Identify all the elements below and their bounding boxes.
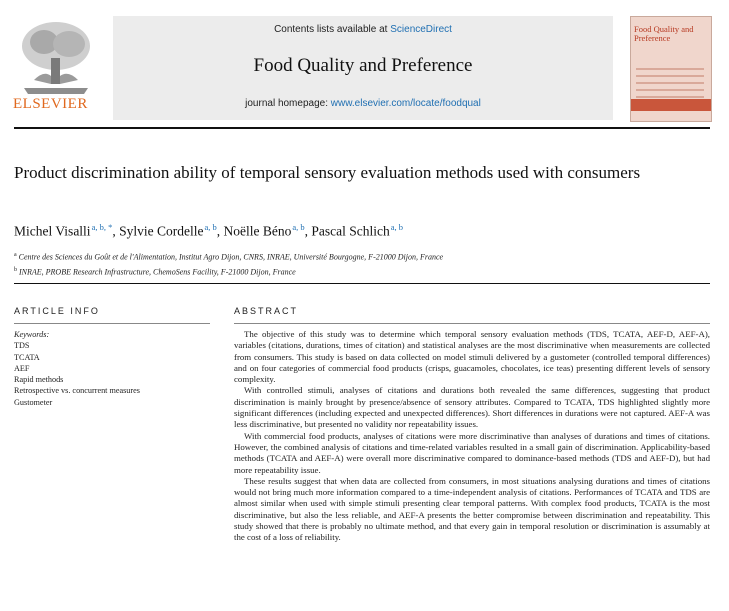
article-title: Product discrimination ability of temporal sensory evaluation methods used with consumers [14,163,641,182]
abstract-body [234,329,710,544]
journal-homepage [113,98,613,109]
author-affiliation-marks[interactable]: a, b [390,222,404,232]
affiliation-item [14,249,443,264]
homepage-link[interactable]: www.elsevier.com/locate/foodqual [330,98,481,109]
publisher-wordmark: ELSEVIER [13,96,88,112]
author-name[interactable]: Noëlle Béno [223,223,292,239]
keyword-item: TDS [14,341,30,351]
author-name[interactable]: Michel Visalli [14,223,91,239]
abstract-paragraph: With commercial food products, analyses of citations were more discriminative than analyses of durations and times of citations. However, the combined analysis of citations and time-related variables resulted in a small gain of discrimination. Applicability-based methods (TCATA and AEF-A) were overall more discriminative compared to dominance-based methods (TDS and AEF-D), but had more repeatability issue. [234,430,710,475]
cover-title: Food Quality and Preference [634,24,694,43]
contents-availability [113,24,613,35]
section-divider [14,283,710,284]
author-list [14,222,403,240]
journal-cover-thumbnail[interactable] [630,16,712,122]
article-info-heading: ARTICLE INFO [14,306,100,316]
author-affiliation-marks[interactable]: a, b [204,222,217,232]
keyword-item: Gustometer [14,397,53,407]
keywords-label: Keywords: [14,330,50,339]
keyword-item: TCATA [14,352,40,362]
header-divider [14,127,710,129]
homepage-prefix: journal homepage: [245,98,331,109]
abstract-rule [234,323,710,324]
elsevier-tree-logo-icon [14,18,98,96]
journal-title: Food Quality and Preference [253,55,473,76]
affiliations [14,249,443,278]
author-affiliation-marks[interactable]: a, b, * [91,222,113,232]
abstract-paragraph: The objective of this study was to determine which temporal sensory evaluation methods (TDS, TCATA, AEF-D, AEF-A), variables (citations, durations, times of citation) and statistical analyses are the most discriminative when measurements are collected from consumers. This study is based on data collected on model stimuli delivered by a gustometer (controlled temporal differences) and on four categories of commercial food products (crisps, guacamoles, chocolates, ice teas) presenting different levels of sensory complexity. [234,329,710,385]
author-affiliation-marks[interactable]: a, b [292,222,305,232]
keyword-item: Retrospective vs. concurrent measures [14,386,140,396]
keyword-item: AEF [14,363,30,373]
author-name[interactable]: Sylvie Cordelle [119,223,204,239]
affiliation-item [14,264,443,279]
affiliation-text: Centre des Sciences du Goût et de l'Alimentation, Institut Agro Dijon, CNRS, INRAE, Université Bourgogne, F-21000 Dijon, France [18,252,444,262]
keyword-item: Rapid methods [14,375,64,385]
article-info-rule [14,323,210,324]
cover-band [631,99,711,111]
abstract-paragraph: With controlled stimuli, analyses of citations and durations both revealed the same differences, suggesting that product discrimination is mainly brought by presence/absence of sensory attributes. Compared to TCATA, TDS highlighted slightly more significant differences (including expected and unexpected differences). Short differences in durations were not captured. AEF-A was less discriminative, but presented no validity nor repeatability issues. [234,385,710,430]
affiliation-mark: a [14,252,17,258]
affiliation-text: INRAE, PROBE Research Infrastructure, ChemoSens Facility, F-21000 Dijon, France [19,267,296,277]
cover-decoration [636,63,704,103]
author-separator: , [112,223,120,239]
author-separator: , [216,223,224,239]
keywords-block [14,329,140,408]
abstract-paragraph: These results suggest that when data are collected from consumers, in most situations analysing durations and times of citations would not bring much more information compared to a time-independent analysis of citations. Performances of TCATA and TDS are almost similar when used with simple stimuli presenting clear temporal patterns. With complex food products, TCATA is the most discriminative, but also the less reliable, and AEF-A presents the better compromise between discrimination and repeatability. This study showed that there is probably no ultimate method, and that every gain in temporal resolution or discrimination is assumably at the cost of a loss of reliability. [234,475,710,543]
sciencedirect-link[interactable]: ScienceDirect [390,24,452,35]
affiliation-mark: b [14,266,17,273]
abstract-heading: ABSTRACT [234,306,299,316]
author-name[interactable]: Pascal Schlich [311,223,390,239]
author-separator: , [304,223,312,239]
contents-prefix: Contents lists available at [274,24,391,35]
